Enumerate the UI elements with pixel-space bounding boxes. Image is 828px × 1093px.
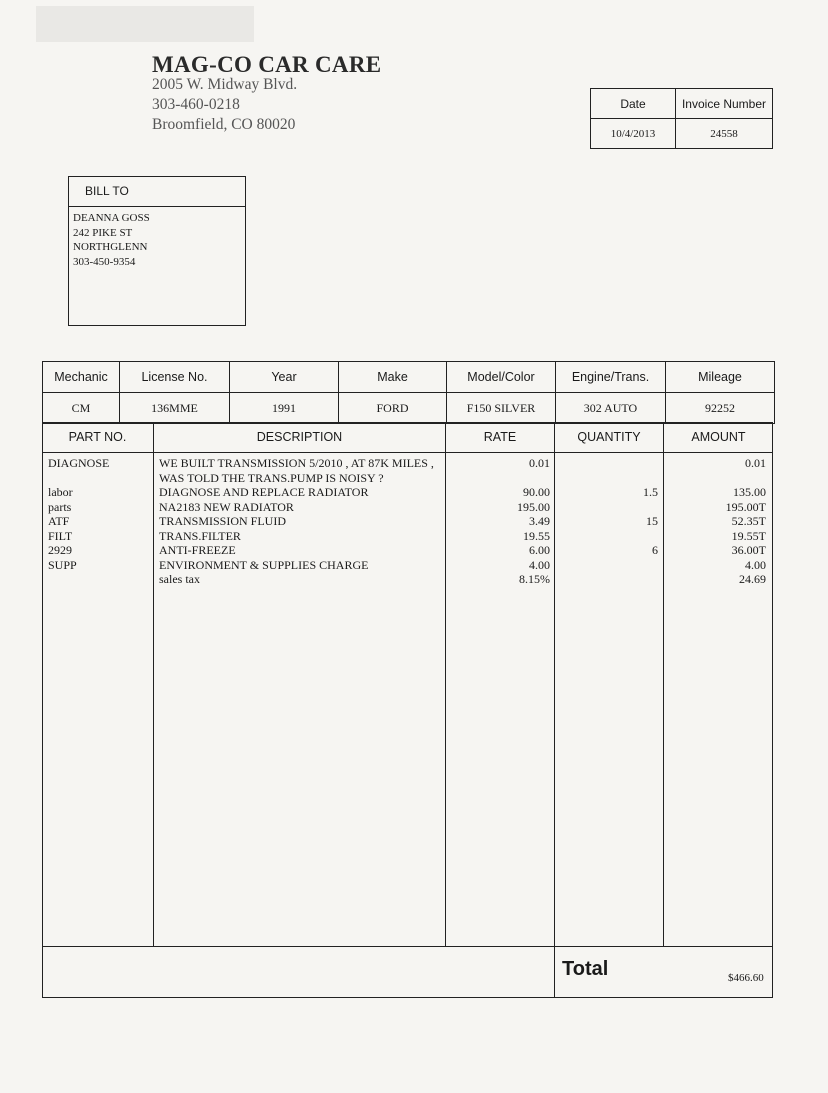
part-no: labor [48,485,73,499]
table-row [0,456,828,471]
quantity: 15 [646,514,658,528]
invoice-date: 10/4/2013 [591,119,676,149]
part-no: parts [48,499,72,514]
description: sales tax [159,572,200,586]
header-amount: AMOUNT [691,430,746,444]
part-no: DIAGNOSE [48,456,110,470]
part-no: 2929 [48,543,72,557]
paper-tab [36,6,254,42]
value-mechanic: CM [43,393,120,424]
amount: 4.00 [745,557,766,572]
amount: 24.69 [739,572,766,586]
rate: 6.00 [529,543,550,557]
rate: 3.49 [529,514,550,528]
part-no: ATF [48,514,70,528]
amount: 36.00T [731,543,766,557]
value-year: 1991 [230,393,339,424]
table-row [0,500,828,515]
rate: 90.00 [523,485,550,499]
header-license: License No. [120,362,230,393]
amount: 52.35T [731,514,766,528]
company-phone: 303-460-0218 [152,96,240,113]
table-row [0,572,828,587]
rate: 195.00 [517,499,550,514]
amount: 135.00 [733,485,766,499]
footer-divider [42,946,773,947]
rate: 19.55 [523,528,550,543]
customer-name: DEANNA GOSS [73,212,150,224]
company-city: Broomfield, CO 80020 [152,116,296,133]
customer-city: NORTHGLENN [73,241,148,253]
header-make: Make [339,362,447,393]
description: ENVIRONMENT & SUPPLIES CHARGE [159,557,369,572]
bill-to-box [68,176,246,326]
description: TRANSMISSION FLUID [159,514,287,528]
rate: 4.00 [529,557,550,572]
table-row [0,558,828,573]
amount: 19.55T [731,528,766,543]
company-name: MAG-CO CAR CARE [152,52,382,77]
value-engine: 302 AUTO [556,393,666,424]
value-model: F150 SILVER [447,393,556,424]
header-rate: RATE [483,430,517,444]
header-model: Model/Color [447,362,556,393]
table-row [0,471,828,486]
header-engine: Engine/Trans. [556,362,666,393]
table-row [0,485,828,500]
quantity: 1.5 [643,485,658,499]
vehicle-info-table [42,361,775,424]
total-label: Total [562,958,609,980]
amount: 0.01 [745,456,766,470]
rate: 0.01 [529,456,550,470]
description: NA2183 NEW RADIATOR [159,499,294,514]
customer-phone: 303-450-9354 [73,255,136,268]
bill-to-label: BILL TO [69,177,245,207]
value-license: 136MME [120,393,230,424]
header-mileage: Mileage [666,362,775,393]
header-mechanic: Mechanic [43,362,120,393]
table-row [0,529,828,544]
description: WAS TOLD THE TRANS.PUMP IS NOISY ? [159,470,384,485]
part-no: SUPP [48,557,77,572]
description: ANTI-FREEZE [159,543,236,557]
part-no: FILT [48,528,73,543]
invoice-meta-box [590,88,773,149]
quantity: 6 [652,543,658,557]
description: TRANS.FILTER [159,528,241,543]
header-part-no: PART NO. [68,430,127,444]
table-row [0,543,828,558]
invoice-number: 24558 [676,119,773,149]
total-amount: $466.60 [728,972,764,984]
date-label: Date [591,89,676,119]
header-description: DESCRIPTION [256,430,343,444]
company-address: 2005 W. Midway Blvd. [152,76,298,93]
customer-street: 242 PIKE ST [73,226,133,239]
header-year: Year [230,362,339,393]
value-make: FORD [339,393,447,424]
header-quantity: QUANTITY [577,430,641,444]
description: DIAGNOSE AND REPLACE RADIATOR [159,485,369,499]
description: WE BUILT TRANSMISSION 5/2010 , AT 87K MILES , [159,456,434,470]
amount: 195.00T [725,499,766,514]
invoice-number-label: Invoice Number [676,89,773,119]
rate: 8.15% [519,572,550,586]
table-row [0,514,828,529]
value-mileage: 92252 [666,393,775,424]
